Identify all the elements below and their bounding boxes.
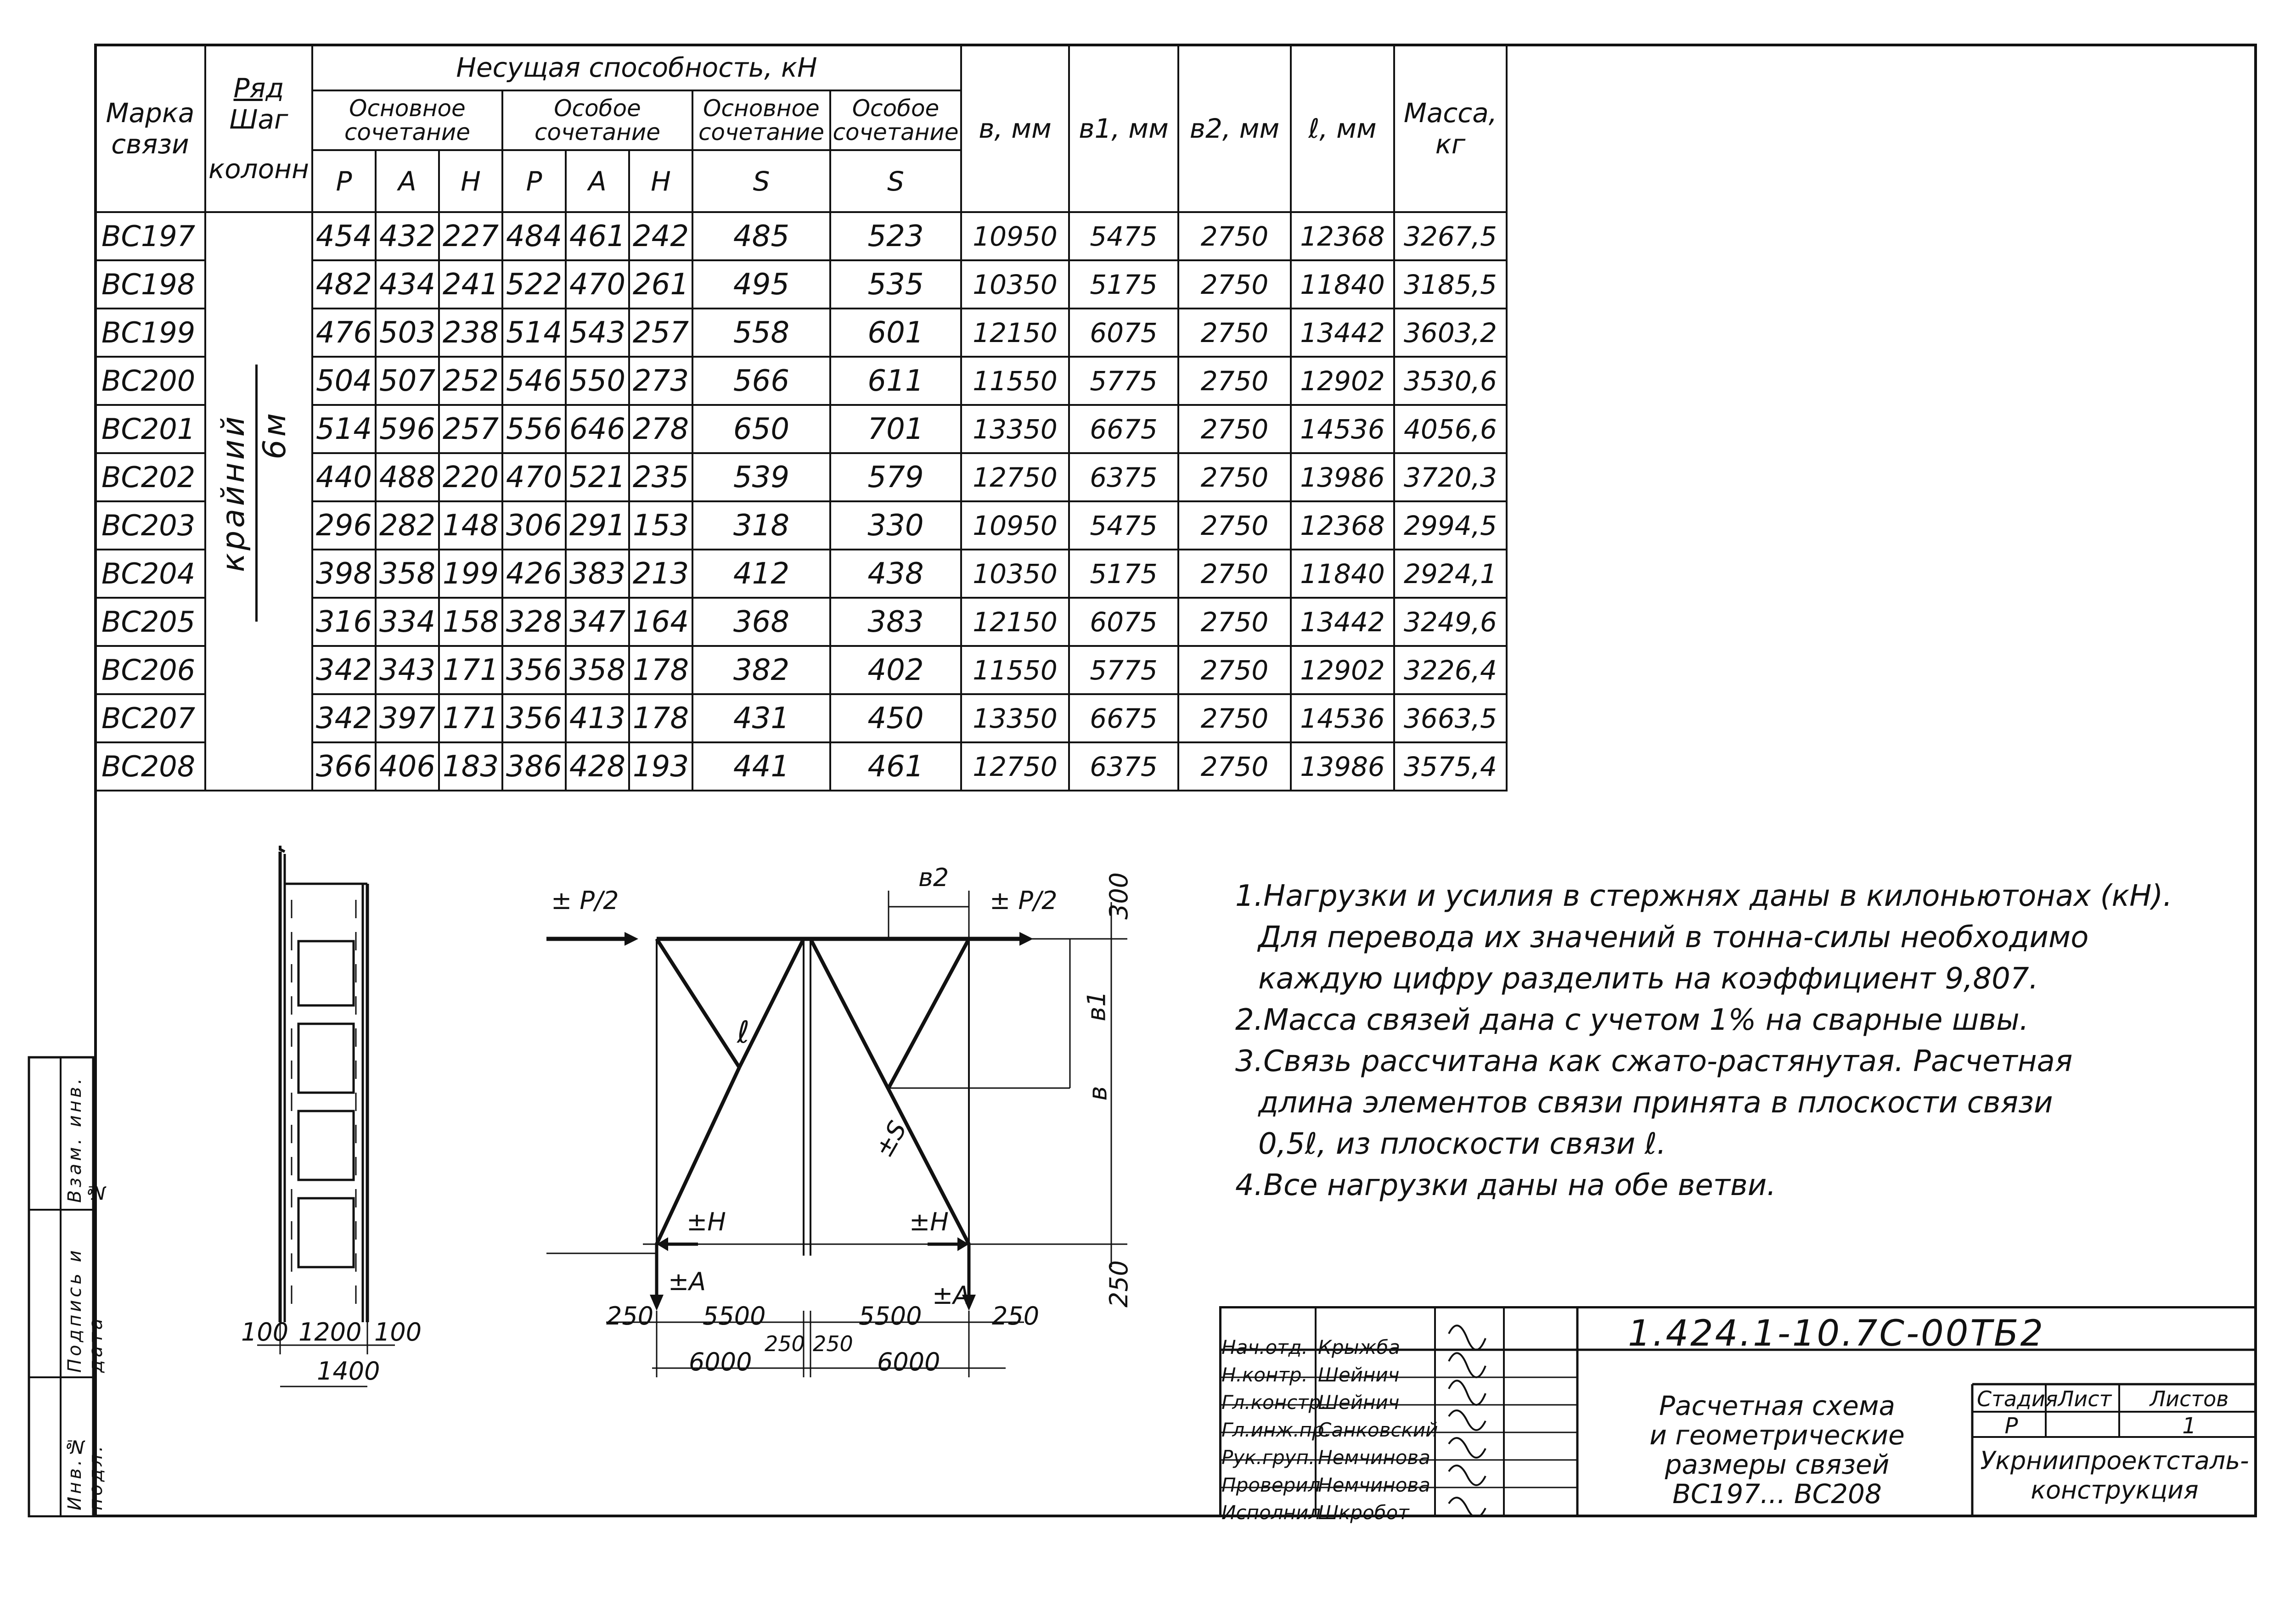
cell-l: 14536 [1291, 694, 1394, 742]
cell-a2: 413 [566, 694, 629, 742]
name-5: Немчинова [1318, 1474, 1430, 1496]
cell-a2: 470 [566, 260, 629, 309]
cell-a2: 358 [566, 646, 629, 694]
cell-b2: 2750 [1178, 694, 1291, 742]
dim-6000-b: 6000 [877, 1347, 940, 1376]
cell-a1: 434 [376, 260, 439, 309]
cell-b1: 6075 [1069, 309, 1178, 357]
name-2: Шейнич [1318, 1391, 1400, 1414]
cell-a2: 291 [566, 501, 629, 550]
dim-250-d: 250 [992, 1302, 1040, 1330]
cell-b: 11550 [961, 646, 1069, 694]
cell-p2: 328 [502, 598, 566, 646]
side-strip-sign: Подпись и дата [64, 1247, 107, 1373]
cell-s1: 558 [692, 309, 830, 357]
cell-b2: 2750 [1178, 550, 1291, 598]
header-b1: в1, мм [1069, 45, 1178, 212]
cell-s2: 438 [830, 550, 961, 598]
cell-h1: 199 [439, 550, 502, 598]
header-special-s: Особое сочетание [830, 90, 961, 150]
cell-m: 3267,5 [1394, 212, 1507, 260]
cell-b1: 5775 [1069, 646, 1178, 694]
header-mark: Марка связи [95, 45, 205, 212]
cell-h1: 220 [439, 453, 502, 501]
cell-b2: 2750 [1178, 742, 1291, 791]
cell-a1: 358 [376, 550, 439, 598]
pitch-label: 6м [257, 410, 293, 460]
sheets-value: 1 [2182, 1413, 2196, 1439]
cell-p1: 504 [312, 357, 376, 405]
cell-h2: 178 [629, 694, 692, 742]
cell-p1: 454 [312, 212, 376, 260]
cell-b2: 2750 [1178, 405, 1291, 453]
dim-5500-a: 5500 [703, 1302, 766, 1330]
cell-l: 13986 [1291, 742, 1394, 791]
header-p1: P [312, 150, 376, 212]
cell-h1: 148 [439, 501, 502, 550]
cell-h2: 278 [629, 405, 692, 453]
cell-p2: 356 [502, 646, 566, 694]
cell-s2: 383 [830, 598, 961, 646]
cell-b2: 2750 [1178, 646, 1291, 694]
note-line-3: каждую цифру разделить на коэффициент 9,807. [1258, 962, 2038, 996]
cell-l: 11840 [1291, 550, 1394, 598]
cell-s1: 441 [692, 742, 830, 791]
force-a-left: ±A [668, 1267, 706, 1296]
cell-h2: 164 [629, 598, 692, 646]
cell-p1: 316 [312, 598, 376, 646]
cell-a1: 503 [376, 309, 439, 357]
dim-6000-a: 6000 [689, 1347, 752, 1376]
cell-p2: 556 [502, 405, 566, 453]
cell-l: 13442 [1291, 309, 1394, 357]
cell-b: 12150 [961, 309, 1069, 357]
cell-h2: 235 [629, 453, 692, 501]
cell-b2: 2750 [1178, 309, 1291, 357]
cell-b2: 2750 [1178, 501, 1291, 550]
cell-a1: 282 [376, 501, 439, 550]
cell-p1: 342 [312, 646, 376, 694]
cell-a1: 596 [376, 405, 439, 453]
title-roles [1221, 1334, 1331, 1527]
cell-s1: 485 [692, 212, 830, 260]
doc-code: 1.424.1-10.7С-00ТБ2 [1628, 1313, 2045, 1354]
load-table [94, 44, 1508, 791]
cell-m: 3663,5 [1394, 694, 1507, 742]
cell-h2: 153 [629, 501, 692, 550]
dim-250-c: 250 [813, 1331, 853, 1356]
cell-s1: 566 [692, 357, 830, 405]
cell-m: 2994,5 [1394, 501, 1507, 550]
note-line-6: длина элементов связи принята в плоскости связи [1258, 1086, 2053, 1120]
header-s2: S [830, 150, 961, 212]
name-6: Шкробот [1318, 1501, 1409, 1524]
table-row [95, 212, 1507, 260]
cell-l: 12902 [1291, 357, 1394, 405]
cell-l: 14536 [1291, 405, 1394, 453]
dim-b1: в1 [1082, 991, 1111, 1021]
header-pitch: Шаг [229, 103, 288, 135]
cell-s2: 611 [830, 357, 961, 405]
cell-s1: 412 [692, 550, 830, 598]
org-line-1: Укрниипроектсталь- [1980, 1446, 2249, 1475]
force-h-right: ±H [909, 1207, 949, 1236]
cell-s2: 450 [830, 694, 961, 742]
cell-b1: 6675 [1069, 405, 1178, 453]
cell-p2: 514 [502, 309, 566, 357]
dim-5500-b: 5500 [859, 1302, 922, 1330]
cell-mark: ВС204 [95, 550, 205, 598]
role-5: Проверил [1221, 1474, 1321, 1496]
cell-b: 13350 [961, 405, 1069, 453]
cell-p2: 426 [502, 550, 566, 598]
note-line-4: 2.Масса связей дана с учетом 1% на сварные швы. [1235, 1003, 2029, 1037]
header-columns: колонн [208, 153, 309, 185]
dim-300: 300 [1104, 872, 1134, 920]
header-basic-s: Основное сочетание [692, 90, 830, 150]
note-line-1: 1.Нагрузки и усилия в стержнях даны в килоньютонах (кН). [1235, 879, 2172, 913]
cell-m: 3185,5 [1394, 260, 1507, 309]
brace-s: ±S [869, 1116, 912, 1162]
cell-s2: 701 [830, 405, 961, 453]
header-h2: H [629, 150, 692, 212]
cell-b1: 5175 [1069, 550, 1178, 598]
cell-a2: 543 [566, 309, 629, 357]
cell-m: 2924,1 [1394, 550, 1507, 598]
cell-h2: 242 [629, 212, 692, 260]
table-body [95, 212, 1507, 791]
doc-title-2: и геометрические [1649, 1420, 1905, 1451]
col-dim-right: 100 [374, 1318, 422, 1347]
header-mass: Масса, кг [1394, 45, 1507, 212]
cell-p1: 476 [312, 309, 376, 357]
cell-a2: 550 [566, 357, 629, 405]
cell-h2: 193 [629, 742, 692, 791]
header-s1: S [692, 150, 830, 212]
cell-b2: 2750 [1178, 453, 1291, 501]
cell-h2: 273 [629, 357, 692, 405]
cell-s1: 368 [692, 598, 830, 646]
cell-b2: 2750 [1178, 260, 1291, 309]
cell-s1: 650 [692, 405, 830, 453]
cell-s2: 330 [830, 501, 961, 550]
cell-b2: 2750 [1178, 357, 1291, 405]
cell-p1: 366 [312, 742, 376, 791]
cell-mark: ВС203 [95, 501, 205, 550]
cell-a1: 507 [376, 357, 439, 405]
cell-b: 12750 [961, 453, 1069, 501]
sheet-label: Лист [2058, 1386, 2112, 1411]
side-strip-inv: Инв.№ подл. [64, 1433, 107, 1510]
role-6: Исполнил [1221, 1501, 1321, 1524]
force-h-left: ±H [687, 1207, 726, 1236]
cell-a2: 646 [566, 405, 629, 453]
doc-title-4: ВС197... ВС208 [1672, 1478, 1882, 1510]
cell-h1: 158 [439, 598, 502, 646]
cell-a1: 397 [376, 694, 439, 742]
cell-b: 10350 [961, 550, 1069, 598]
role-0: Нач.отд. [1221, 1336, 1308, 1358]
cell-b1: 6675 [1069, 694, 1178, 742]
cell-s1: 495 [692, 260, 830, 309]
cell-s2: 535 [830, 260, 961, 309]
cell-p1: 440 [312, 453, 376, 501]
role-3: Гл.инж.пр. [1221, 1419, 1331, 1441]
cell-s2: 461 [830, 742, 961, 791]
cell-a2: 461 [566, 212, 629, 260]
cell-b: 10350 [961, 260, 1069, 309]
cell-a1: 406 [376, 742, 439, 791]
header-capacity: Несущая способность, кН [312, 45, 961, 90]
cell-mark: ВС208 [95, 742, 205, 791]
note-line-7: 0,5ℓ, из плоскости связи ℓ. [1258, 1127, 1666, 1161]
cell-a1: 343 [376, 646, 439, 694]
cell-b2: 2750 [1178, 212, 1291, 260]
header-l: ℓ, мм [1291, 45, 1394, 212]
cell-l: 12368 [1291, 212, 1394, 260]
cell-p1: 398 [312, 550, 376, 598]
cell-h2: 178 [629, 646, 692, 694]
cell-b: 13350 [961, 694, 1069, 742]
cell-h1: 241 [439, 260, 502, 309]
cell-l: 12368 [1291, 501, 1394, 550]
name-4: Немчинова [1318, 1446, 1430, 1469]
cell-h2: 261 [629, 260, 692, 309]
header-row-pitch [205, 45, 312, 212]
cell-p2: 356 [502, 694, 566, 742]
cell-l: 11840 [1291, 260, 1394, 309]
cell-l: 12902 [1291, 646, 1394, 694]
cell-m: 3530,6 [1394, 357, 1507, 405]
bracing-scheme [546, 863, 1166, 1414]
cell-a2: 521 [566, 453, 629, 501]
col-dim-mid: 1200 [298, 1318, 362, 1347]
name-1: Шейнич [1318, 1364, 1400, 1386]
cell-m: 3249,6 [1394, 598, 1507, 646]
cell-b: 12750 [961, 742, 1069, 791]
cell-b1: 5175 [1069, 260, 1178, 309]
side-strip-repl: Взам. инв.№ [64, 1075, 107, 1203]
load-p-right: ± P/2 [990, 886, 1058, 915]
cell-b1: 5775 [1069, 357, 1178, 405]
cell-b1: 6375 [1069, 453, 1178, 501]
header-a2: A [566, 150, 629, 212]
cell-s1: 318 [692, 501, 830, 550]
dim-250-right: 250 [1104, 1260, 1134, 1308]
cell-b1: 6075 [1069, 598, 1178, 646]
cell-m: 3226,4 [1394, 646, 1507, 694]
name-0: Крыжба [1318, 1336, 1401, 1358]
cell-p1: 342 [312, 694, 376, 742]
role-1: Н.контр. [1221, 1364, 1308, 1386]
cell-s2: 601 [830, 309, 961, 357]
cell-b: 12150 [961, 598, 1069, 646]
cell-p2: 484 [502, 212, 566, 260]
header-p2: P [502, 150, 566, 212]
row-label: крайний [215, 365, 258, 622]
cell-m: 3720,3 [1394, 453, 1507, 501]
header-b: в, мм [961, 45, 1069, 212]
cell-a2: 383 [566, 550, 629, 598]
role-4: Рук.груп. [1221, 1446, 1315, 1469]
cell-h1: 238 [439, 309, 502, 357]
cell-a1: 334 [376, 598, 439, 646]
org-line-2: конструкция [2031, 1476, 2199, 1504]
cell-mark: ВС202 [95, 453, 205, 501]
cell-h1: 252 [439, 357, 502, 405]
cell-s1: 382 [692, 646, 830, 694]
cell-b1: 5475 [1069, 212, 1178, 260]
cell-s1: 431 [692, 694, 830, 742]
cell-p2: 386 [502, 742, 566, 791]
dim-250-a: 250 [606, 1302, 654, 1330]
dim-250-b: 250 [765, 1331, 805, 1356]
cell-a1: 488 [376, 453, 439, 501]
load-p-left: ± P/2 [551, 886, 619, 915]
row-pitch-cell [205, 212, 312, 791]
cell-p1: 482 [312, 260, 376, 309]
cell-mark: ВС205 [95, 598, 205, 646]
cell-p1: 296 [312, 501, 376, 550]
col-dim-total: 1400 [317, 1357, 380, 1386]
note-line-5: 3.Связь рассчитана как сжато-растянутая. Расчетная [1235, 1044, 2073, 1078]
cell-s2: 579 [830, 453, 961, 501]
cell-m: 3603,2 [1394, 309, 1507, 357]
cell-h1: 171 [439, 646, 502, 694]
header-b2: в2, мм [1178, 45, 1291, 212]
header-basic: Основное сочетание [312, 90, 502, 150]
header-h1: H [439, 150, 502, 212]
cell-s1: 539 [692, 453, 830, 501]
header-row: Ряд [233, 72, 284, 104]
cell-s2: 523 [830, 212, 961, 260]
cell-b2: 2750 [1178, 598, 1291, 646]
cell-h1: 183 [439, 742, 502, 791]
cell-mark: ВС200 [95, 357, 205, 405]
cell-h1: 227 [439, 212, 502, 260]
stage-label: Стадия [1977, 1386, 2058, 1411]
cell-a2: 347 [566, 598, 629, 646]
brace-l: ℓ [737, 1015, 750, 1050]
doc-title-3: размеры связей [1665, 1449, 1890, 1480]
dim-b: в [1083, 1086, 1113, 1101]
cell-l: 13442 [1291, 598, 1394, 646]
cell-h1: 257 [439, 405, 502, 453]
cell-h2: 213 [629, 550, 692, 598]
force-a-right: ±A [932, 1281, 970, 1310]
cell-m: 3575,4 [1394, 742, 1507, 791]
cell-b1: 5475 [1069, 501, 1178, 550]
cell-p1: 514 [312, 405, 376, 453]
cell-mark: ВС201 [95, 405, 205, 453]
organization [1975, 1446, 2255, 1505]
cell-l: 13986 [1291, 453, 1394, 501]
note-line-2: Для перевода их значений в тонна-силы необходимо [1258, 920, 2089, 954]
cell-mark: ВС199 [95, 309, 205, 357]
cell-b: 10950 [961, 212, 1069, 260]
cell-b1: 6375 [1069, 742, 1178, 791]
side-strip [28, 1056, 107, 1517]
name-3: Санковский [1318, 1419, 1438, 1441]
title-names [1318, 1334, 1438, 1527]
cell-mark: ВС198 [95, 260, 205, 309]
stage-value: Р [2004, 1413, 2018, 1439]
cell-a1: 432 [376, 212, 439, 260]
cell-mark: ВС197 [95, 212, 205, 260]
col-dim-left: 100 [241, 1318, 289, 1347]
doc-title-1: Расчетная схема [1659, 1390, 1896, 1421]
cell-p2: 470 [502, 453, 566, 501]
cell-b: 10950 [961, 501, 1069, 550]
cell-mark: ВС206 [95, 646, 205, 694]
header-special: Особое сочетание [502, 90, 692, 150]
header-a1: A [376, 150, 439, 212]
cell-h1: 171 [439, 694, 502, 742]
doc-title [1584, 1391, 1970, 1509]
dim-b2: в2 [918, 863, 949, 892]
cell-a2: 428 [566, 742, 629, 791]
cell-s2: 402 [830, 646, 961, 694]
sheets-label: Листов [2150, 1386, 2229, 1411]
cell-m: 4056,6 [1394, 405, 1507, 453]
cell-mark: ВС207 [95, 694, 205, 742]
cell-h2: 257 [629, 309, 692, 357]
cell-p2: 522 [502, 260, 566, 309]
note-line-8: 4.Все нагрузки даны на обе ветви. [1235, 1168, 1776, 1202]
cell-b: 11550 [961, 357, 1069, 405]
cell-p2: 546 [502, 357, 566, 405]
role-2: Гл.констр. [1221, 1391, 1327, 1414]
cell-p2: 306 [502, 501, 566, 550]
